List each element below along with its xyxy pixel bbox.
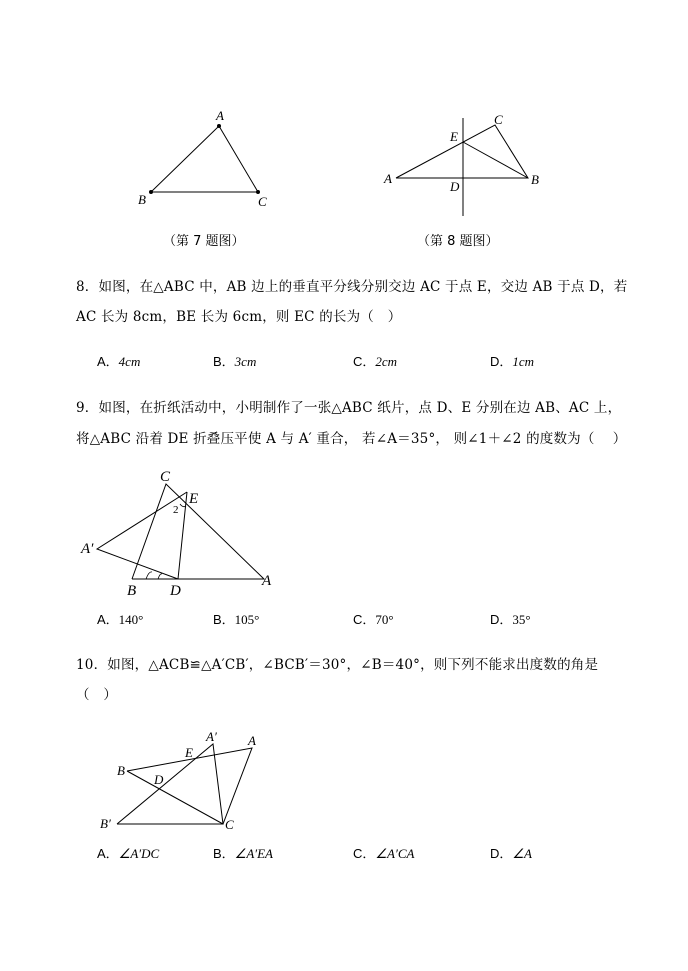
fig7-label-b: B: [138, 192, 146, 207]
fig8-label-b: B: [531, 172, 539, 187]
option-letter: B．: [213, 354, 235, 369]
q10-stem-line-1: 10．如图，△ACB≌△A′CB′，∠BCB′＝30°，∠B＝40°，则下列不能求出度数的角是: [76, 657, 599, 673]
option-value: ∠A′CA: [375, 846, 415, 861]
fig9-label-two: 2: [173, 504, 179, 516]
option-letter: B．: [213, 846, 235, 861]
q9-option-a[interactable]: [97, 609, 143, 628]
q10-option-b[interactable]: [213, 843, 273, 862]
fig10-label-d: D: [154, 772, 164, 787]
option-letter: D．: [490, 846, 513, 861]
fig8-label-d: D: [450, 179, 460, 194]
option-value: 3cm: [234, 354, 257, 369]
fig8-triangle-lines: [396, 125, 528, 178]
fig10-label-a-prime: A′: [206, 729, 217, 744]
figure-7-triangle: [130, 105, 280, 220]
q10-option-a[interactable]: [97, 843, 159, 862]
fig9-label-d: D: [170, 583, 181, 599]
option-letter: C．: [353, 354, 376, 369]
fig7-point-b: [149, 190, 153, 194]
option-value: 1cm: [512, 354, 535, 369]
q9-option-d[interactable]: [490, 609, 531, 628]
q10-stem-line-2: （ ）: [76, 687, 118, 703]
option-letter: C．: [353, 612, 376, 627]
q8-option-b[interactable]: [213, 351, 256, 370]
fig10-label-a: A: [248, 733, 256, 748]
fig8-label-e: E: [450, 129, 458, 144]
q10-option-d[interactable]: [490, 843, 532, 862]
figure-9-folded-triangle: [76, 462, 286, 600]
q9-stem-line-2: 将△ABC 沿着 DE 折叠压平使 A 与 A′ 重合， 若∠A＝35°， 则∠1＋∠2 的度数为（ ）: [76, 431, 627, 447]
fig10-label-b: B: [117, 763, 125, 778]
q8-option-c[interactable]: [353, 351, 397, 370]
fig7-label-c: C: [258, 194, 267, 209]
option-letter: C．: [353, 846, 376, 861]
fig9-label-b: B: [127, 583, 137, 599]
q8-stem-line-2: AC 长为 8cm，BE 长为 6cm，则 EC 的长为（ ）: [76, 309, 402, 325]
fig7-label-a: A: [216, 108, 224, 123]
option-value: 4cm: [118, 354, 141, 369]
option-letter: D．: [490, 612, 513, 627]
fig9-label-c: C: [160, 469, 171, 485]
option-letter: A．: [97, 846, 119, 861]
q8-option-a[interactable]: [97, 351, 140, 370]
option-value: 140°: [118, 612, 144, 627]
option-value: 35°: [512, 612, 531, 627]
fig10-label-e: E: [185, 745, 193, 760]
option-value: ∠A′EA: [234, 846, 273, 861]
option-value: 70°: [375, 612, 394, 627]
fig8-segment-be: [463, 142, 528, 178]
figure-10-congruent-triangles: [96, 728, 271, 836]
fig9-fold-line-de: [178, 492, 187, 579]
fig9-label-a-prime: A′: [81, 541, 94, 557]
fig7-caption: （第 7 题图）: [163, 234, 245, 249]
fig9-angle-1-mark: [146, 572, 152, 579]
q9-option-c[interactable]: [353, 609, 394, 628]
fig10-label-b-prime: B′: [100, 816, 111, 831]
option-value: ∠A′DC: [118, 846, 160, 861]
q9-option-b[interactable]: [213, 609, 259, 628]
figure-8-triangle: [378, 110, 548, 220]
fig9-label-a: A: [262, 573, 272, 589]
fig8-caption: （第 8 题图）: [417, 234, 499, 249]
q10-option-c[interactable]: [353, 843, 414, 862]
q8-stem-line-1: 8．如图，在△ABC 中，AB 边上的垂直平分线分别交边 AC 于点 E，交边 AB 于点 D，若: [76, 279, 628, 295]
option-value: 105°: [234, 612, 260, 627]
option-letter: A．: [97, 354, 119, 369]
fig9-angle-1-mark-2: [158, 574, 162, 579]
option-value: ∠A: [512, 846, 532, 861]
fig8-label-c: C: [494, 112, 503, 127]
q9-stem-line-1: 9．如图，在折纸活动中，小明制作了一张△ABC 纸片，点 D、E 分别在边 AB、AC 上，: [76, 400, 622, 416]
option-letter: D．: [490, 354, 513, 369]
option-letter: B．: [213, 612, 235, 627]
fig9-label-e: E: [189, 491, 199, 507]
fig9-angle-2-mark: [180, 504, 186, 507]
q8-option-d[interactable]: [490, 351, 534, 370]
fig8-label-a: A: [384, 171, 392, 186]
fig10-label-c: C: [225, 817, 234, 832]
option-value: 2cm: [375, 354, 398, 369]
fig7-triangle-lines: [151, 126, 258, 192]
fig7-point-a: [217, 124, 221, 128]
option-letter: A．: [97, 612, 119, 627]
